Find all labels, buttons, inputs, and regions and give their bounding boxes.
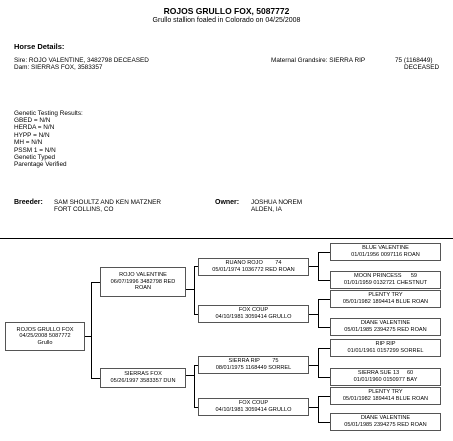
horse-info: 05/01/1974 1036772 RED ROAN: [212, 267, 295, 273]
dam-line: Dam: SIERRAS FOX, 3583357: [14, 64, 103, 71]
pedigree-box-sds[interactable]: [330, 290, 441, 308]
owner-name: JOSHUA NOREM: [251, 199, 303, 206]
pedigree-box-dss[interactable]: [330, 339, 441, 357]
horse-name: RIP RIP: [375, 341, 396, 348]
genetic-result: PSSM 1 = N/N: [14, 146, 56, 154]
genetic-result: HYPP = N/N: [14, 131, 50, 139]
genetic-result: Genetic Typed: [14, 154, 56, 162]
horse-name: RUANO ROJO 74: [225, 260, 282, 267]
connector: [318, 299, 330, 300]
connector: [85, 336, 91, 337]
horse-name: FOX COUP: [238, 307, 269, 314]
horse-info: 06/07/1996 3482798 RED: [110, 278, 176, 285]
connector: [318, 377, 330, 378]
horse-name: SIERRA SUE 13 60: [357, 370, 414, 377]
pedigree-box-dds[interactable]: [330, 387, 441, 405]
breeder-name: SAM SHOULTZ AND KEN MATZNER: [54, 199, 161, 206]
connector: [194, 266, 195, 315]
horse-info: 01/01/1959 0132721 CHESTNUT: [343, 280, 428, 286]
pedigree-box-sss[interactable]: [330, 243, 441, 261]
horse-name: FOX COUP: [238, 400, 269, 407]
horse-info: 05/01/1982 1894414 BLUE ROAN: [342, 396, 429, 402]
horse-name: PLENTY TRY: [368, 292, 403, 299]
pedigree-box-subject[interactable]: [5, 322, 85, 351]
horse-color: ROAN: [134, 285, 152, 292]
pedigree-box-sire[interactable]: [100, 267, 186, 297]
horse-name: ROJO VALENTINE: [119, 272, 167, 279]
pedigree-box-dam-sire[interactable]: [198, 356, 309, 374]
horse-name: PLENTY TRY: [368, 389, 403, 396]
connector: [318, 280, 330, 281]
horse-info: 05/01/1982 1894414 BLUE ROAN: [342, 299, 429, 305]
connector: [318, 422, 330, 423]
horse-info: 01/01/1960 0150977 BAY: [353, 377, 418, 383]
connector: [91, 282, 100, 283]
maternal-grandsire-reg: 75 (1168449): [395, 57, 433, 64]
breeder-label: Breeder:: [14, 199, 43, 206]
connector: [318, 252, 319, 281]
pedigree-box-dam[interactable]: [100, 368, 186, 388]
genetic-result: Parentage Verified: [14, 161, 67, 169]
horse-info: 04/25/2008 5087772: [19, 333, 71, 340]
page-subtitle: Grullo stallion foaled in Colorado on 04/25/2008: [152, 17, 301, 24]
maternal-grandsire-status: DECEASED: [404, 64, 440, 71]
genetic-result: MH = N/N: [14, 139, 43, 147]
horse-name: SIERRA RIP 75: [228, 358, 279, 365]
connector: [186, 375, 194, 376]
connector: [309, 314, 318, 315]
owner-location: ALDEN, IA: [251, 206, 282, 213]
horse-name: MOON PRINCESS 59: [353, 273, 418, 280]
pedigree-box-ddd[interactable]: [330, 413, 441, 431]
sire-line: Sire: ROJO VALENTINE, 3482798 DECEASED: [14, 57, 149, 64]
connector: [318, 396, 319, 423]
horse-name: BLUE VALENTINE: [362, 245, 409, 252]
pedigree-box-sire-sire[interactable]: [198, 258, 309, 276]
horse-info: 04/10/1981 3059414 GRULLO: [215, 407, 292, 413]
section-divider: [0, 238, 453, 239]
connector: [309, 266, 318, 267]
connector: [318, 396, 330, 397]
pedigree-box-sire-dam[interactable]: [198, 305, 309, 323]
horse-info: 08/01/1975 1168449 SORREL: [215, 365, 292, 371]
horse-details-heading: Horse Details:: [14, 42, 65, 51]
maternal-grandsire-line: Maternal Grandsire: SIERRA RIP: [271, 57, 366, 64]
owner-label: Owner:: [215, 199, 240, 206]
page-title: ROJOS GRULLO FOX, 5087772: [163, 6, 290, 16]
horse-name: DIANE VALENTINE: [360, 415, 411, 422]
horse-info: 04/10/1981 3059414 GRULLO: [215, 314, 292, 320]
genetic-result: HERDA = N/N: [14, 124, 55, 132]
connector: [318, 348, 319, 378]
breeder-location: FORT COLLINS, CO: [54, 206, 114, 213]
genetic-results-list: [14, 117, 67, 169]
horse-name: SIERRAS FOX: [124, 371, 162, 378]
horse-info: 05/26/1997 3583357 DUN: [110, 378, 176, 384]
connector: [91, 378, 100, 379]
horse-name: ROJOS GRULLO FOX: [16, 326, 74, 333]
pedigree-box-dsd[interactable]: [330, 368, 441, 386]
connector: [186, 289, 194, 290]
genetic-result: GBED = N/N: [14, 117, 51, 124]
pedigree-box-ssd[interactable]: [330, 271, 441, 289]
connector: [309, 407, 318, 408]
horse-info: 01/01/1956 0097116 ROAN: [351, 252, 420, 258]
connector: [194, 365, 195, 408]
horse-info: 01/01/1961 0157299 SORREL: [347, 348, 424, 354]
connector: [318, 299, 319, 328]
pedigree-box-sdd[interactable]: [330, 318, 441, 336]
horse-color: Grullo: [37, 339, 53, 346]
pedigree-box-dam-dam[interactable]: [198, 398, 309, 416]
horse-name: DIANE VALENTINE: [360, 320, 411, 327]
connector: [91, 282, 92, 379]
horse-info: 05/01/1985 2394275 RED ROAN: [344, 327, 427, 333]
connector: [309, 365, 318, 366]
connector: [318, 327, 330, 328]
genetic-testing-heading: Genetic Testing Results:: [14, 110, 83, 117]
horse-info: 05/01/1985 2394275 RED ROAN: [344, 422, 427, 428]
connector: [318, 252, 330, 253]
connector: [318, 348, 330, 349]
